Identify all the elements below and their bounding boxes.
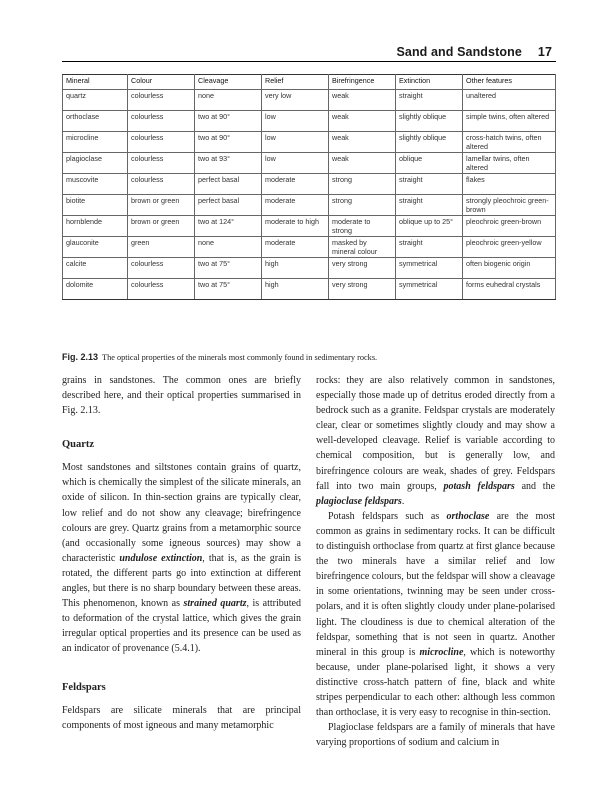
table-cell: low — [262, 153, 329, 174]
column-header: Extinction — [396, 75, 463, 90]
table-cell: unaltered — [463, 90, 556, 111]
table-cell: moderate to strong — [329, 216, 396, 237]
table-cell: hornblende — [63, 216, 128, 237]
table-cell: lamellar twins, often altered — [463, 153, 556, 174]
paragraph: Feldspars are silicate minerals that are principal components of most igneous and many metamorphic — [62, 704, 301, 731]
table-cell: slightly oblique — [396, 132, 463, 153]
right-column — [316, 373, 555, 750]
text-run: , that is, as the grain is rotated, the different parts go into extinction at different angles, but there is no sharp boundary between these areas. This phenomenon, known as — [62, 552, 301, 610]
table-cell: symmetrical — [396, 258, 463, 279]
table-cell: strong — [329, 195, 396, 216]
column-header: Birefringence — [329, 75, 396, 90]
table-header-row — [63, 75, 556, 90]
text-run: and the — [514, 480, 556, 492]
table-cell: symmetrical — [396, 279, 463, 300]
table-cell: moderate to high — [262, 216, 329, 237]
table-cell: cross-hatch twins, often altered — [463, 132, 556, 153]
table-row — [63, 258, 556, 279]
table-cell: orthoclase — [63, 111, 128, 132]
key-term: microcline — [419, 646, 464, 658]
table-cell: weak — [329, 153, 396, 174]
figure-caption — [62, 352, 556, 362]
table-row — [63, 237, 556, 258]
table-cell: green — [128, 237, 195, 258]
left-column — [62, 373, 301, 733]
table-cell: straight — [396, 195, 463, 216]
table-cell: plagioclase — [63, 153, 128, 174]
text-run: rocks: they are also relatively common in sandstones, especially those made up of detritus eroded directly from a bedrock such as a granite. Feldspar crystals are moderately clear, clear or sometimes slightly cloudy and may show a well-developed cleavage. Relief is variable according to chemical composition, but is generally low, and birefringence colours are weak, shades of grey. Feldspars fall into two main groups, — [316, 375, 555, 492]
key-term: plagioclase feldspars — [316, 495, 402, 507]
table-cell: glauconite — [63, 237, 128, 258]
paragraph — [316, 509, 555, 720]
table-cell: straight — [396, 90, 463, 111]
table-cell: two at 75° — [195, 279, 262, 300]
table-cell: two at 75° — [195, 258, 262, 279]
table-cell: weak — [329, 132, 396, 153]
table-cell: very low — [262, 90, 329, 111]
table-cell: moderate — [262, 195, 329, 216]
table-cell: colourless — [128, 258, 195, 279]
table-cell: muscovite — [63, 174, 128, 195]
table-cell: moderate — [262, 174, 329, 195]
table-cell: low — [262, 111, 329, 132]
table-cell: quartz — [63, 90, 128, 111]
table-cell: none — [195, 237, 262, 258]
key-term: potash feldspars — [443, 480, 515, 492]
table-cell: brown or green — [128, 195, 195, 216]
table-cell: oblique up to 25° — [396, 216, 463, 237]
column-header: Mineral — [63, 75, 128, 90]
table-cell: very strong — [329, 258, 396, 279]
text-run: . — [401, 495, 405, 507]
table-cell: high — [262, 258, 329, 279]
figure-label: Fig. 2.13 — [62, 352, 99, 362]
table-cell: colourless — [128, 174, 195, 195]
table-cell: high — [262, 279, 329, 300]
table-cell: pleochroic green-yellow — [463, 237, 556, 258]
paragraph: grains in sandstones. The common ones are briefly described here, and their optical properties summarised in Fig. 2.13. — [62, 375, 301, 417]
table-cell: none — [195, 90, 262, 111]
column-header: Colour — [128, 75, 195, 90]
table-cell: colourless — [128, 153, 195, 174]
column-header: Relief — [262, 75, 329, 90]
table-cell: colourless — [128, 90, 195, 111]
table-cell: oblique — [396, 153, 463, 174]
table-row — [63, 132, 556, 153]
table-cell: calcite — [63, 258, 128, 279]
mineral-properties-table — [62, 74, 556, 300]
table-row — [63, 153, 556, 174]
table-cell: straight — [396, 174, 463, 195]
column-header: Other features — [463, 75, 556, 90]
text-run: , is attributed to deformation of the crystal lattice, which gives the grain irregular optical properties and its presence can be used as an indicator of provenance (5.4.1). — [62, 598, 301, 655]
paragraph-quartz — [62, 460, 301, 656]
key-term: orthoclase — [446, 510, 490, 522]
table-cell: forms euhedral crystals — [463, 279, 556, 300]
table-cell: two at 93° — [195, 153, 262, 174]
table-cell: perfect basal — [195, 174, 262, 195]
table-cell: colourless — [128, 111, 195, 132]
table-cell: colourless — [128, 132, 195, 153]
table-row — [63, 90, 556, 111]
table-cell: dolomite — [63, 279, 128, 300]
table-cell: very strong — [329, 279, 396, 300]
table-cell: masked by mineral colour — [329, 237, 396, 258]
table-cell: two at 124° — [195, 216, 262, 237]
heading-feldspars: Feldspars — [62, 681, 106, 693]
table-cell: strong — [329, 174, 396, 195]
running-head — [396, 45, 552, 59]
section-title: Sand and Sandstone — [396, 45, 522, 59]
table-cell: brown or green — [128, 216, 195, 237]
text-run: , which is noteworthy because, under plane-polarised light, it shows a very distinctive cross-hatch pattern of fine, black and white stripes perpendicular to each other: although less common than orthoclase, it is very easy to recognise in thin-section. — [316, 646, 556, 719]
page-number: 17 — [537, 45, 552, 59]
table-cell: often biogenic origin — [463, 258, 556, 279]
text-run: Potash feldspars such as — [328, 510, 447, 522]
paragraph — [316, 373, 555, 509]
column-header: Cleavage — [195, 75, 262, 90]
paragraph: Plagioclase feldspars are a family of minerals that have varying proportions of sodium and calcium in — [316, 722, 555, 749]
table-cell: two at 90° — [195, 111, 262, 132]
table-cell: weak — [329, 111, 396, 132]
table-row — [63, 111, 556, 132]
table-cell: two at 90° — [195, 132, 262, 153]
table-cell: moderate — [262, 237, 329, 258]
table-cell: biotite — [63, 195, 128, 216]
text-run: Most sandstones and siltstones contain grains of quartz, which is chemically the simplest of the silicate minerals, an oxide of silicon. In thin-section grains are typically clear, low relief and do not show any cleavage; birefringence colours are grey. Quartz grains from a metamorphic source (and occasionally some igneous sources) may show a characteristic — [62, 462, 301, 564]
table-cell: simple twins, often altered — [463, 111, 556, 132]
table-row — [63, 174, 556, 195]
table-cell: low — [262, 132, 329, 153]
key-term: undulose extinction — [119, 552, 203, 564]
table-cell: flakes — [463, 174, 556, 195]
table-cell: colourless — [128, 279, 195, 300]
table-row — [63, 195, 556, 216]
heading-quartz: Quartz — [62, 439, 95, 451]
text-run: are the most common as grains in sedimentary rocks. It can be difficult to distinguish orthoclase from quartz at first glance because the two minerals have a similar relief and low birefringence colours, but the feldspar will show a cleavage in some orientations, twinning may be seen under cross-polars, and it is often slightly cloudy under plane-polarised light. The cloudiness is due to chemical alteration of the feldspar, something that is not seen in quartz. Another mineral in this group is — [316, 510, 556, 658]
table-cell: perfect basal — [195, 195, 262, 216]
header-rule — [62, 61, 556, 62]
table-cell: slightly oblique — [396, 111, 463, 132]
table-row — [63, 216, 556, 237]
table-cell: pleochroic green-brown — [463, 216, 556, 237]
table-cell: microcline — [63, 132, 128, 153]
figure-caption-text: The optical properties of the minerals most commonly found in sedimentary rocks. — [102, 353, 378, 362]
table-cell: weak — [329, 90, 396, 111]
table-row — [63, 279, 556, 300]
key-term: strained quartz — [183, 598, 247, 610]
table-cell: strongly pleochroic green-brown — [463, 195, 556, 216]
table-cell: straight — [396, 237, 463, 258]
